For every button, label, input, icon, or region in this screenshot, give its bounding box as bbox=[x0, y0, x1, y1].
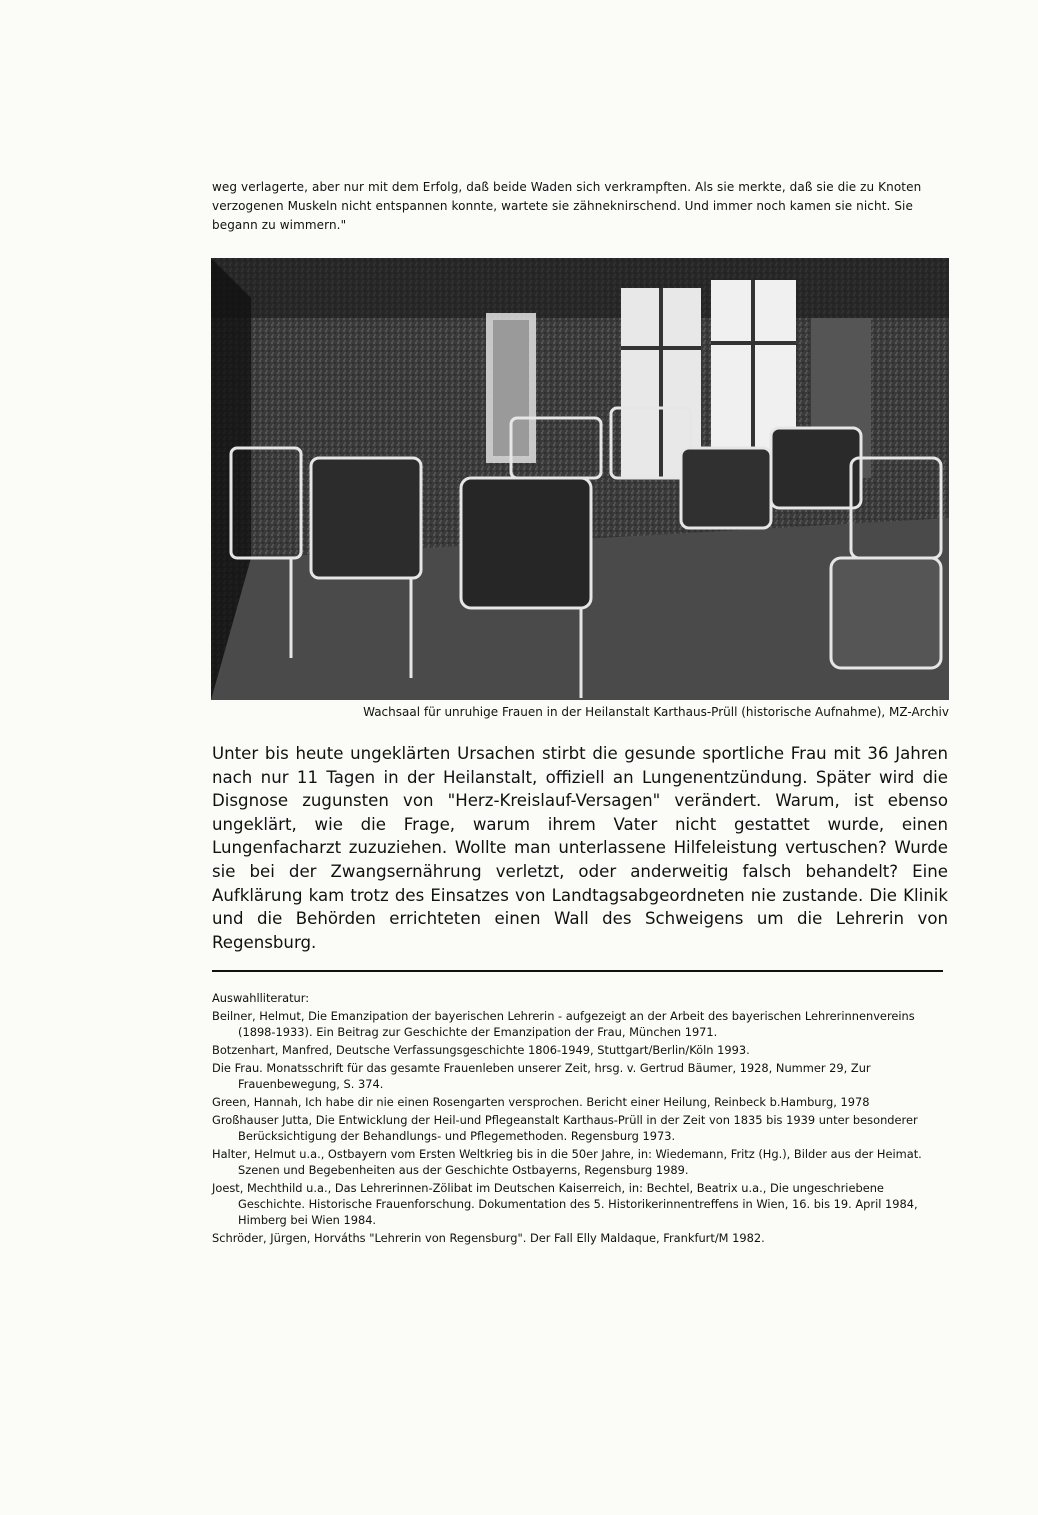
bibliography-entry: Großhauser Jutta, Die Entwicklung der Heil-und Pflegeanstalt Karthaus-Prüll in der Zeit von 1835 bis 1939 unter besonderer Berücksichtigung der Behandlungs- und Pflegemethoden. Regensburg 1973. bbox=[212, 1113, 918, 1143]
bibliography-entry: Botzenhart, Manfred, Deutsche Verfassungsgeschichte 1806-1949, Stuttgart/Berlin/Köln 1993. bbox=[212, 1043, 750, 1057]
bibliography-entry: Schröder, Jürgen, Horváths "Lehrerin von Regensburg". Der Fall Elly Maldaque, Frankfurt/M 1982. bbox=[212, 1231, 765, 1245]
photo-caption: Wachsaal für unruhige Frauen in der Heilanstalt Karthaus-Prüll (historische Aufnahme), MZ-Archiv bbox=[363, 705, 949, 719]
bibliography-entry: Halter, Helmut u.a., Ostbayern vom Ersten Weltkrieg bis in die 50er Jahre, in: Wiedemann, Fritz (Hg.), Bilder aus der Heimat. Szenen und Begebenheiten aus der Geschichte Ostbayerns, Regensburg 1989. bbox=[212, 1147, 922, 1177]
intro-paragraph: weg verlagerte, aber nur mit dem Erfolg, daß beide Waden sich verkrampften. Als sie merkte, daß sie die zu Knoten verzogenen Muskeln nicht entspannen konnte, wartete sie zähneknirschend. Und immer noch kamen sie nicht. Sie begann zu wimmern." bbox=[212, 180, 922, 232]
section-divider bbox=[212, 970, 943, 972]
bibliography-heading: Auswahlliteratur: bbox=[212, 991, 310, 1005]
historical-photo bbox=[211, 258, 949, 700]
bibliography-list bbox=[212, 1008, 952, 1246]
bibliography bbox=[212, 990, 952, 1248]
main-paragraph: Unter bis heute ungeklärten Ursachen stirbt die gesunde sportliche Frau mit 36 Jahren nach nur 11 Tagen in der Heilanstalt, offiziell an Lungenentzündung. Später wird die Disgnose zugunsten von "Herz-Kreislauf-Versagen" verändert. Warum, ist ebenso ungeklärt, wie die Frage, warum ihrem Vater nicht gestattet wurde, einen Lungenfacharzt zuzuziehen. Wollte man unterlassene Hilfeleistung vertuschen? Wurde sie bei der Zwangsernährung verletzt, oder anderweitig falsch behandelt? Eine Aufklärung kam trotz des Einsatzes von Landtagsabgeordneten nie zustande. Die Klinik und die Behörden errichteten einen Wall des Schweigens um die Lehrerin von Regensburg. bbox=[212, 744, 948, 952]
bibliography-entry: Green, Hannah, Ich habe dir nie einen Rosengarten versprochen. Bericht einer Heilung, Reinbeck b.Hamburg, 1978 bbox=[212, 1095, 870, 1109]
bibliography-entry: Joest, Mechthild u.a., Das Lehrerinnen-Zölibat im Deutschen Kaiserreich, in: Bechtel, Beatrix u.a., Die ungeschriebene Geschichte. Historische Frauenforschung. Dokumentation des 5. Historikerinnentreffens in Wien, 16. bis 19. April 1984, Himberg bei Wien 1984. bbox=[212, 1181, 918, 1227]
bibliography-entry: Beilner, Helmut, Die Emanzipation der bayerischen Lehrerin - aufgezeigt an der Arbeit des bayerischen Lehrerinnenvereins (1898-1933). Ein Beitrag zur Geschichte der Emanzipation der Frau, München 1971. bbox=[212, 1009, 915, 1039]
ward-photo-illustration bbox=[211, 258, 949, 700]
bibliography-entry: Die Frau. Monatsschrift für das gesamte Frauenleben unserer Zeit, hrsg. v. Gertrud Bäumer, 1928, Nummer 29, Zur Frauenbewegung, S. 374. bbox=[212, 1061, 871, 1091]
